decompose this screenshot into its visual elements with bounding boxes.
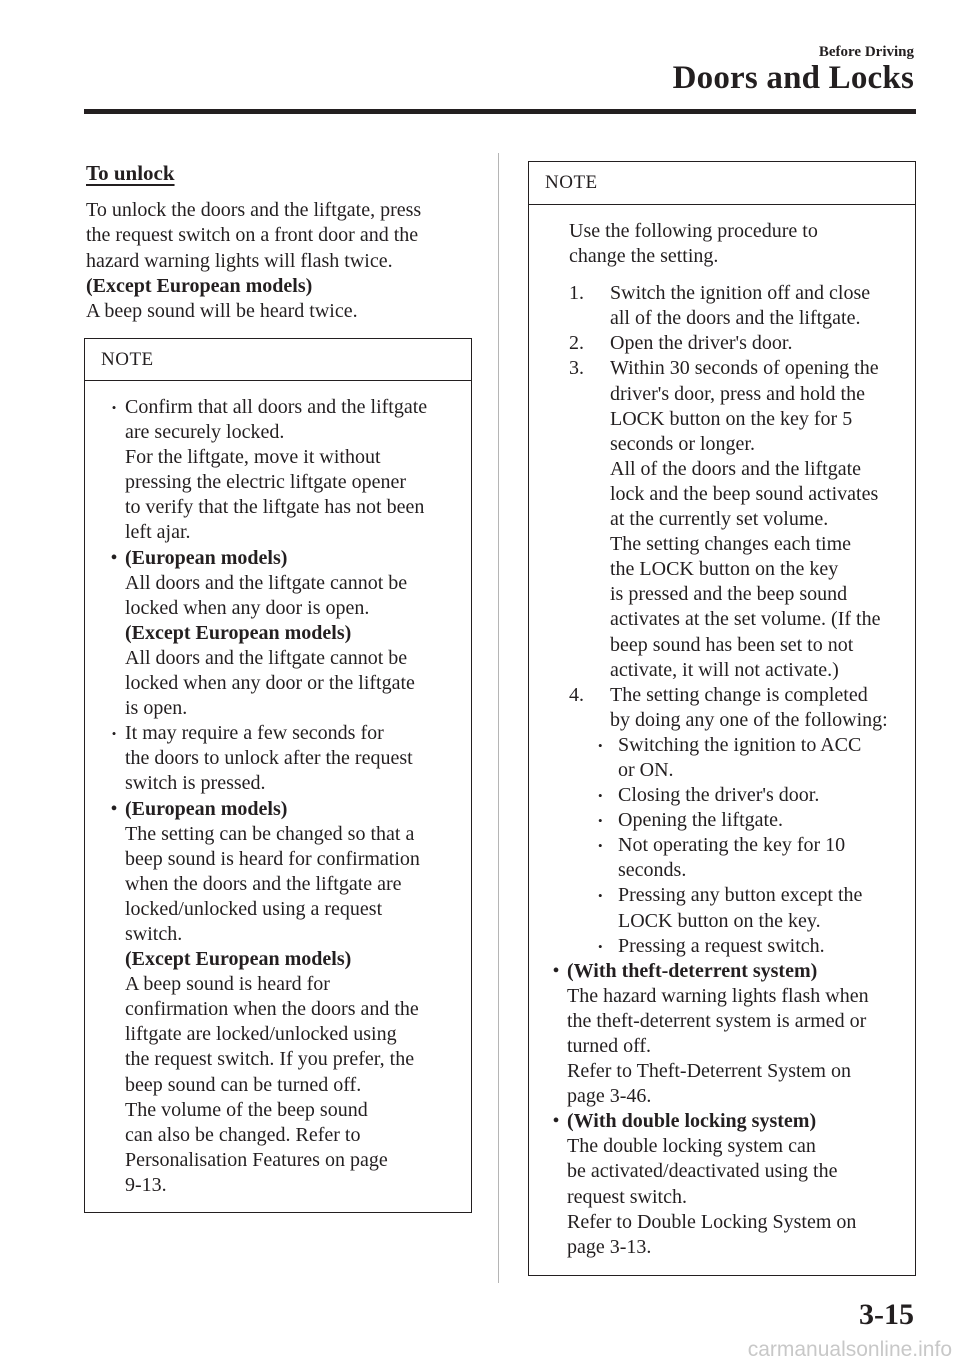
note-line: (European models) [125, 546, 288, 569]
sub-bullet-line: Closing the driver's door. [618, 784, 820, 807]
note-body [85, 381, 471, 1198]
note-line: All doors and the liftgate cannot be [125, 646, 408, 669]
note-title: NOTE [529, 162, 915, 205]
note-title: NOTE [85, 339, 471, 381]
note-line: page 3-13. [567, 1235, 652, 1258]
step-item [569, 356, 911, 682]
note-line: locked/unlocked using a request [125, 897, 383, 920]
right-note-box [528, 161, 916, 1276]
note-line: page 3-46. [567, 1085, 652, 1108]
intro-text [569, 219, 911, 269]
sub-bullet-item [594, 934, 911, 959]
step-line: Open the driver's door. [610, 332, 793, 355]
note-line: liftgate are locked/unlocked using [125, 1023, 397, 1046]
sub-bullet-line: Pressing a request switch. [618, 934, 825, 957]
paragraph-line: A beep sound will be heard twice. [86, 300, 358, 323]
step-line: by doing any one of the following: [610, 708, 888, 731]
step-line: The setting change is completed [610, 683, 868, 706]
sub-bullet-item [594, 808, 911, 833]
note-line: locked when any door is open. [125, 596, 370, 619]
page-number: 3-15 [859, 1298, 914, 1331]
intro-line: change the setting. [569, 245, 719, 268]
step-item [569, 683, 911, 733]
note-bullet-item [107, 797, 463, 1199]
note-line: The double locking system can [567, 1135, 816, 1158]
note-bullet-item [107, 721, 463, 796]
step-line: is pressed and the beep sound [610, 583, 848, 606]
sub-bullet-item [594, 833, 911, 883]
note-line: The setting can be changed so that a [125, 822, 415, 845]
sub-bullet-list [553, 733, 911, 959]
note-line: when the doors and the liftgate are [125, 872, 402, 895]
note-line: For the liftgate, move it without [125, 446, 381, 469]
bullet-icon: • [552, 959, 560, 982]
note-line: are securely locked. [125, 421, 285, 444]
note-line: can also be changed. Refer to [125, 1123, 361, 1146]
note-line: (With theft-deterrent system) [567, 959, 818, 982]
column-divider [498, 153, 499, 1283]
step-line: all of the doors and the liftgate. [610, 307, 861, 330]
bullet-icon: • [110, 797, 118, 820]
note-bullet-item [549, 959, 911, 1110]
step-line: activates at the set volume. (If the [610, 608, 881, 631]
step-line: beep sound has been set to not [610, 633, 854, 656]
note-line: switch. [125, 922, 183, 945]
note-line: (European models) [125, 797, 288, 820]
step-line: seconds or longer. [610, 432, 755, 455]
note-line: Refer to Theft-Deterrent System on [567, 1060, 851, 1083]
left-note-box [84, 338, 472, 1213]
note-line: A beep sound is heard for [125, 973, 330, 996]
bullet-icon: • [598, 938, 603, 954]
note-line: confirmation when the doors and the [125, 998, 419, 1021]
note-line: (Except European models) [125, 621, 352, 644]
step-line: lock and the beep sound activates [610, 482, 879, 505]
step-line: the LOCK button on the key [610, 558, 839, 581]
note-line: locked when any door or the liftgate [125, 672, 415, 695]
steps-list [553, 281, 911, 733]
note-line: Personalisation Features on page [125, 1148, 388, 1171]
section-heading: To unlock [86, 161, 175, 185]
paragraph-line: To unlock the doors and the liftgate, press [86, 199, 422, 221]
left-column [86, 160, 470, 324]
header-section: Before Driving [818, 44, 914, 60]
bullet-icon: • [598, 788, 603, 804]
bullet-icon: • [598, 737, 603, 753]
note-line: beep sound is heard for confirmation [125, 847, 420, 870]
note-bullet-item [107, 395, 463, 546]
step-item [569, 281, 911, 331]
sub-bullet-line: seconds. [618, 859, 687, 882]
note-line: pressing the electric liftgate opener [125, 471, 406, 494]
step-line: LOCK button on the key for 5 [610, 407, 853, 430]
note-line: Confirm that all doors and the liftgate [125, 396, 428, 418]
step-item [569, 331, 911, 356]
note-line: The hazard warning lights flash when [567, 984, 869, 1007]
step-line: Switch the ignition off and close [610, 282, 871, 305]
note-line: the request switch. If you prefer, the [125, 1048, 415, 1071]
note-line: The volume of the beep sound [125, 1098, 368, 1121]
note-body [529, 205, 915, 1260]
page-title: Doors and Locks [672, 60, 914, 96]
sub-bullet-item [594, 783, 911, 808]
note-line: Refer to Double Locking System on [567, 1210, 857, 1233]
note-line: turned off. [567, 1035, 652, 1057]
note-line: 9-13. [125, 1173, 167, 1196]
bullet-icon: • [111, 726, 117, 742]
note-line: It may require a few seconds for [125, 722, 384, 745]
note-line: the theft-deterrent system is armed or [567, 1009, 867, 1032]
note-bullet-item [549, 1109, 911, 1260]
bullet-list [553, 959, 911, 1260]
sub-bullet-item [594, 883, 911, 933]
bullet-icon: • [598, 838, 603, 854]
paragraph-line: hazard warning lights will flash twice. [86, 249, 393, 272]
sub-bullet-item [594, 733, 911, 783]
watermark: carmanualsonline.info [747, 1338, 952, 1361]
note-line: is open. [125, 697, 188, 720]
sub-bullet-line: Pressing any button except the [618, 884, 863, 907]
bullet-icon: • [111, 400, 117, 415]
intro-line: Use the following procedure to [569, 220, 818, 242]
bullet-icon: • [598, 813, 603, 829]
sub-bullet-line: Not operating the key for 10 [618, 834, 846, 857]
bullet-icon: • [552, 1110, 560, 1133]
note-line: request switch. [567, 1185, 687, 1208]
note-line: (Except European models) [125, 948, 352, 971]
step-number: 1. [569, 282, 584, 305]
sub-bullet-line: Opening the liftgate. [618, 809, 783, 832]
note-line: (With double locking system) [567, 1110, 817, 1133]
note-line: beep sound can be turned off. [125, 1073, 362, 1096]
sub-bullet-line: LOCK button on the key. [618, 909, 821, 932]
sub-bullet-line: Switching the ignition to ACC [618, 733, 862, 756]
bullet-icon: • [110, 546, 118, 569]
note-line: left ajar. [125, 521, 191, 544]
sub-bullet-line: or ON. [618, 758, 674, 781]
step-line: The setting changes each time [610, 533, 852, 556]
note-line: to verify that the liftgate has not been [125, 496, 425, 519]
step-line: Within 30 seconds of opening the [610, 357, 879, 380]
note-line: switch is pressed. [125, 772, 266, 795]
note-line: All doors and the liftgate cannot be [125, 571, 408, 594]
note-line: the doors to unlock after the request [125, 747, 413, 770]
note-line: be activated/deactivated using the [567, 1160, 838, 1183]
paragraph-qualifier: (Except European models) [86, 274, 313, 297]
paragraph-line: the request switch on a front door and the [86, 224, 419, 247]
step-line: All of the doors and the liftgate [610, 457, 862, 480]
step-line: driver's door, press and hold the [610, 382, 865, 405]
header-rule [84, 109, 916, 114]
unlock-paragraph [86, 198, 470, 324]
step-number: 2. [569, 332, 584, 355]
step-line: activate, it will not activate.) [610, 658, 839, 681]
bullet-icon: • [598, 888, 603, 904]
step-line: at the currently set volume. [610, 508, 829, 531]
step-number: 4. [569, 683, 584, 706]
step-number: 3. [569, 357, 584, 380]
note-bullet-item [107, 546, 463, 722]
